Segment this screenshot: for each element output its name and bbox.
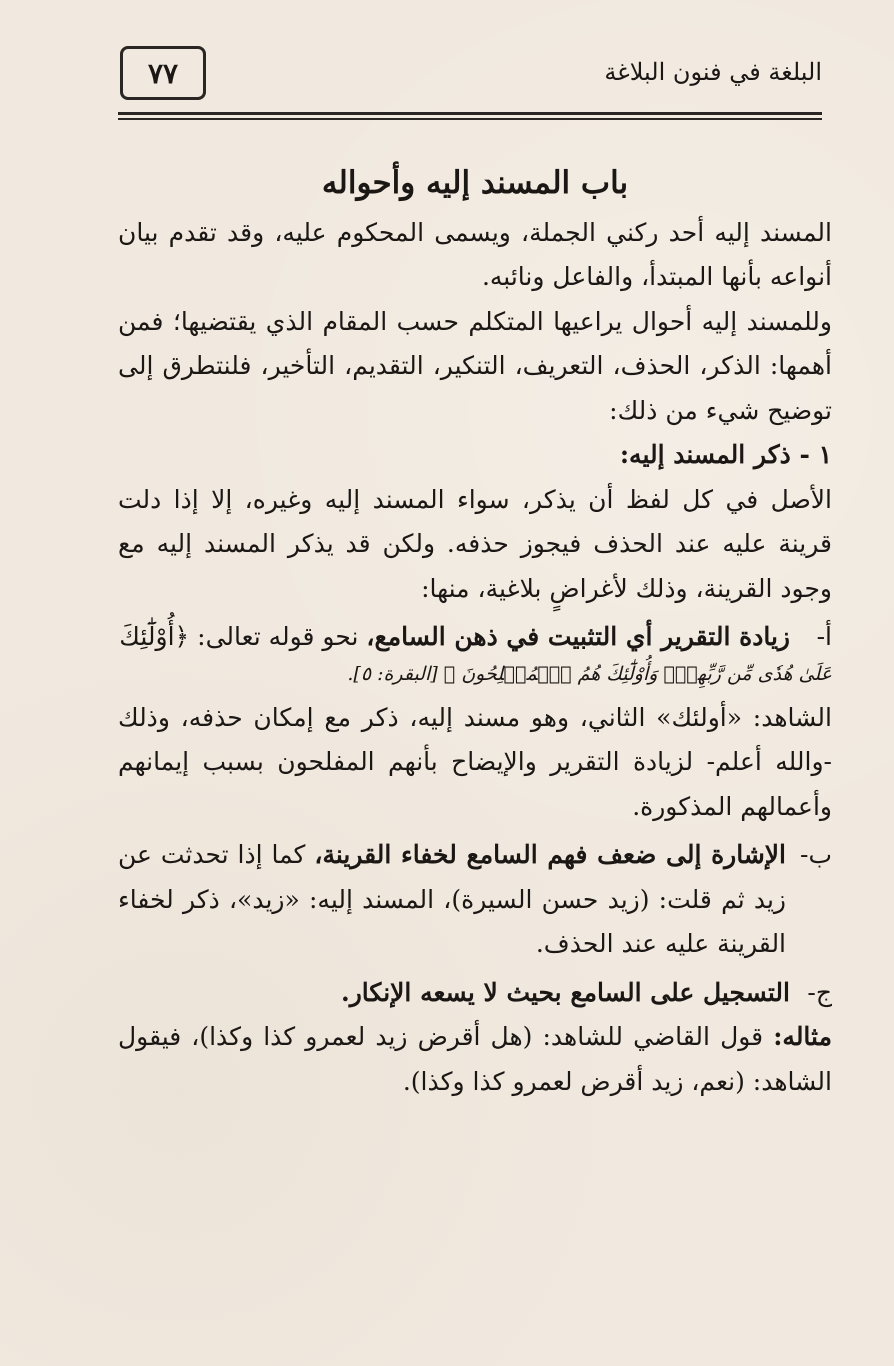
list-item-a-bold: زيادة التقرير أي التثبيت في ذهن السامع، [366,622,790,651]
shahid-paragraph: الشاهد: «أولئك» الثاني، وهو مسند إليه، ذكر مع إمكان حذفه، وذلك -والله أعلم- لزيادة التقرير والإيضاح بأنهم المفلحون بسبب إيمانهم وأعمالهم المذكورة. [118,702,832,821]
page-header [118,44,822,122]
list-marker-c: ج- [807,977,832,1007]
header-rule-bottom [118,118,822,120]
example-paragraph [118,1015,832,1104]
list-item-a-text: نحو قوله تعالى: ﴿أُوْلَٰٓئِكَ [119,622,367,651]
intro-paragraph-1: المسند إليه أحد ركني الجملة، ويسمى المحكوم عليه، وقد تقدم بيان أنواعه بأنها المبتدأ، والفاعل ونائبه. [118,217,832,291]
intro-paragraph-2: وللمسند إليه أحوال يراعيها المتكلم حسب المقام الذي يقتضيها؛ فمن أهمها: الذكر، الحذف، التعريف، التنكير، التقديم، التأخير، فلنتطرق إلى توضيح شيء من ذلك: [118,306,832,425]
list-marker-b: ب- [800,840,832,870]
running-title: البلغة في فنون البلاغة [604,58,822,86]
list-item-a-body [118,615,790,660]
page-number-box [120,46,206,100]
example-label: مثاله: [773,1022,832,1052]
page-number: ٧٧ [147,56,179,90]
page-content [118,160,832,1296]
list-item-a [118,615,832,660]
list-item-c-body [118,971,790,1016]
quran-verse-line: عَلَىٰ هُدٗى مِّن رَّبِّهِمۡۖ وَأُوْلَٰٓئِكَ هُمُ ٱلۡمُفۡلِحُونَ ﴾ [البقرة: ٥]. [347,662,832,685]
list-item-c [118,971,832,1016]
header-rule-top [118,112,822,115]
section-heading: ١ - ذكر المسند إليه: [619,440,832,469]
list-marker-a: أ- [816,622,832,651]
section-paragraph: الأصل في كل لفظ أن يذكر، سواء المسند إليه وغيره، إلا إذا دلت قرينة عليه عند الحذف فيجوز حذفه. ولكن قد يذكر المسند إليه مع وجود القرينة، وذلك لأغراضٍ بلاغية، منها: [118,484,832,603]
list-item-b-bold: الإشارة إلى ضعف فهم السامع لخفاء القرينة، [314,840,787,870]
list-item-b-body [118,833,786,967]
example-text: قول القاضي للشاهد: (هل أقرض زيد لعمرو كذا وكذا)، فيقول الشاهد: (نعم، زيد أقرض لعمرو كذا وكذا). [118,1022,832,1096]
chapter-title: باب المسند إليه وأحواله [321,165,629,201]
list-item-b-text: كما إذا تحدثت عن زيد ثم قلت: (زيد حسن السيرة)، المسند إليه: «زيد»، ذكر لخفاء القرينة عليه عند الحذف. [118,840,787,959]
list-item-b [118,833,832,967]
list-item-c-bold: التسجيل على السامع بحيث لا يسعه الإنكار. [341,977,790,1007]
